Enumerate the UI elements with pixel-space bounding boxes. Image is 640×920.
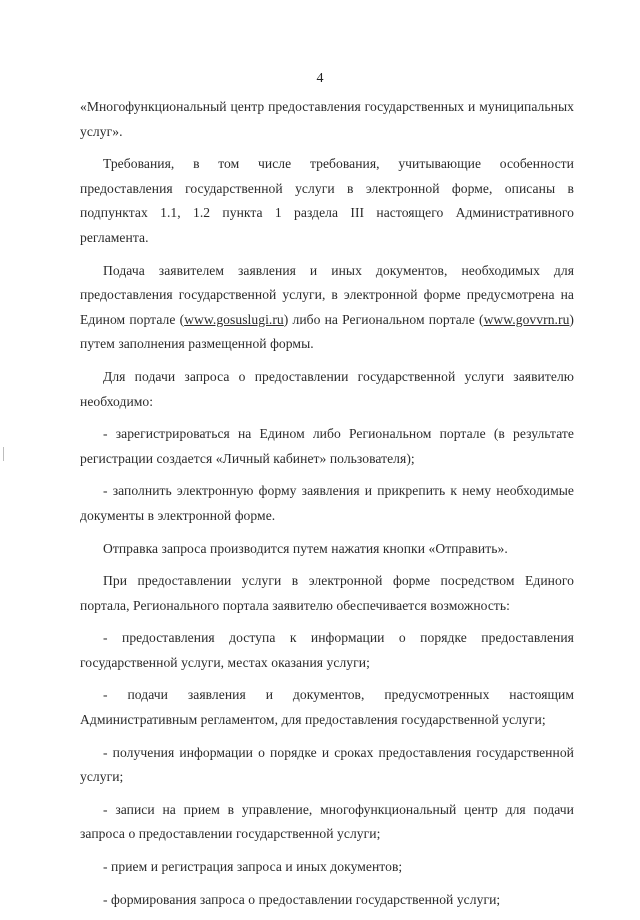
list-item-access-info: - предоставления доступа к информации о порядке предоставления государственной услуги, местах оказания услуги; (80, 630, 574, 670)
list-item-fill-form: - заполнить электронную форму заявления и прикрепить к нему необходимые документы в электронной форме. (80, 483, 574, 523)
paragraph-request-requirements: Для подачи запроса о предоставлении государственной услуги заявителю необходимо: (80, 368, 574, 409)
portal-text-3: ) путем заполнения размещенной формы. (80, 311, 574, 352)
paragraph-mfc-name: «Многофункциональный центр предоставления государственных и муниципальных услуг». (80, 99, 574, 139)
paragraph-portal-submission (80, 259, 574, 357)
govvrn-link[interactable]: www.govvrn.ru (483, 311, 570, 327)
list-item-registration: - прием и регистрация запроса и иных документов; (103, 859, 403, 875)
portal-text-2: ) либо на Региональном портале ( (283, 311, 484, 327)
document-body (80, 95, 574, 920)
scan-margin-mark (3, 447, 4, 461)
page-number: 4 (316, 71, 324, 86)
list-item-get-info: - получения информации о порядке и сроках предоставления государственной услуги; (80, 744, 574, 785)
paragraph-send-button: Отправка запроса производится путем нажатия кнопки «Отправить». (103, 540, 508, 556)
portal-text-1: Подача заявителем заявления и иных документов, необходимых для предоставления государственной услуги, в электронной форме предусмотрена на Едином портале ( (80, 262, 574, 327)
paragraph-opportunities: При предоставлении услуги в электронной форме посредством Единого портала, Регионального портала заявителю обеспечивается возможность: (80, 573, 574, 613)
paragraph-requirements: Требования, в том числе требования, учитывающие особенности предоставления государственной услуги в электронной форме, описаны в подпунктах 1.1, 1.2 пункта 1 раздела III настоящего Административного регламента. (80, 156, 574, 245)
list-item-submit-documents: - подачи заявления и документов, предусмотренных настоящим Административным регламентом, для предоставления государственной услуги; (80, 687, 574, 728)
gosuslugi-link[interactable]: www.gosuslugi.ru (184, 311, 284, 327)
list-item-register: - зарегистрироваться на Едином либо Региональном портале (в результате регистрации создается «Личный кабинет» пользователя); (80, 426, 574, 466)
list-item-appointment: - записи на прием в управление, многофункциональный центр для подачи запроса о предоставлении государственной услуги; (80, 801, 574, 842)
list-item-form-request: - формирования запроса о предоставлении государственной услуги; (103, 891, 501, 907)
